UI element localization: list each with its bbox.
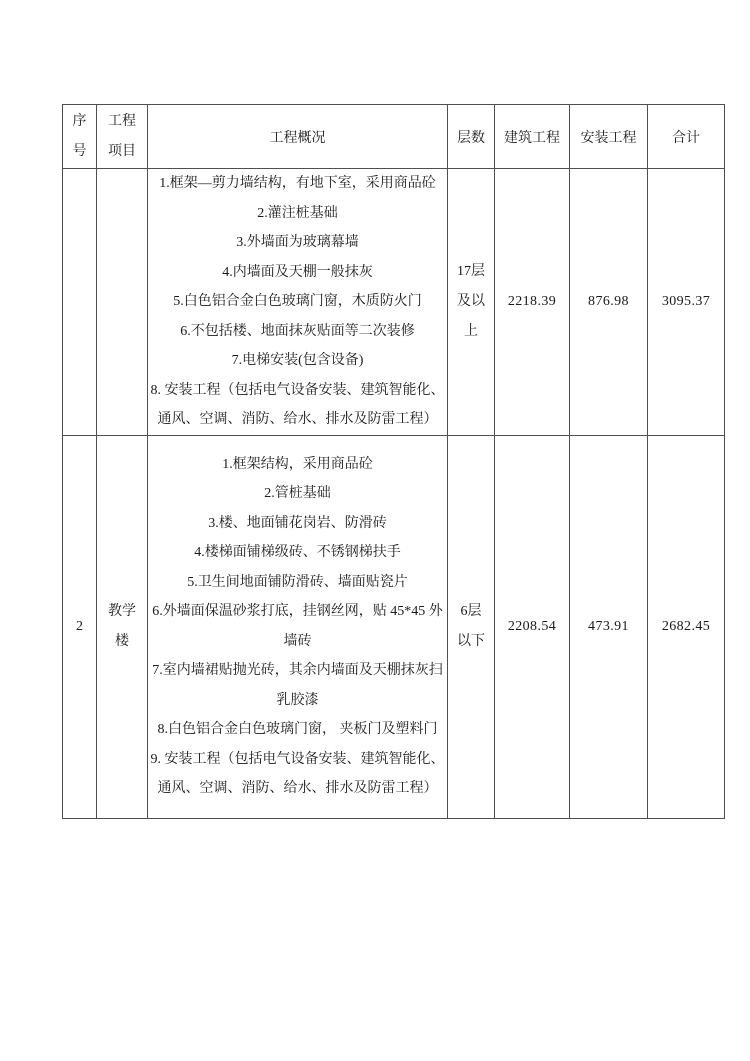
cell-project xyxy=(97,435,148,818)
cell-installation: 473.91 xyxy=(570,435,648,818)
cell-construction: 2208.54 xyxy=(495,435,570,818)
cell-total: 2682.45 xyxy=(648,435,725,818)
cell-total: 3095.37 xyxy=(648,169,725,436)
overview-item: 8.白色铝合金白色玻璃门窗， 夹板门及塑料门 xyxy=(157,722,438,737)
overview-item: 1.框架结构，采用商品砼 xyxy=(222,456,373,472)
overview-item: 5.白色铝合金白色玻璃门窗，木质防火门 xyxy=(173,294,422,309)
overview-item: 6.外墙面保温砂浆打底，挂钢丝网，贴 45*45 外墙砖 xyxy=(152,604,443,649)
overview-item: 7.电梯安装(包含设备) xyxy=(231,353,364,368)
overview-item: 7.室内墙裙贴抛光砖，其余内墙面及天棚抹灰扫乳胶漆 xyxy=(152,663,443,708)
cell-index xyxy=(63,169,97,436)
project-overview-table xyxy=(62,104,725,819)
overview-item: 2.灌注桩基础 xyxy=(257,205,338,221)
overview-item: 6.不包括楼、地面抹灰贴面等二次装修 xyxy=(180,323,415,339)
cell-construction: 2218.39 xyxy=(495,169,570,436)
cell-overview xyxy=(148,169,448,436)
header-overview xyxy=(148,105,448,169)
header-construction-label: 建筑工程 xyxy=(504,130,560,146)
overview-item: 4.内墙面及天棚一般抹灰 xyxy=(222,264,373,280)
floors-value: 6层以下 xyxy=(457,603,485,649)
overview-item: 5.卫生间地面铺防滑砖、墙面贴瓷片 xyxy=(187,574,408,590)
header-floors xyxy=(448,105,495,169)
header-floors-label: 层数 xyxy=(457,130,485,146)
floors-value: 17层及以上 xyxy=(457,263,485,339)
header-construction xyxy=(495,105,570,169)
overview-item: 9. 安装工程（包括电气设备安装、建筑智能化、通风、空调、消防、给水、排水及防雷工程） xyxy=(150,751,445,796)
header-installation xyxy=(570,105,648,169)
table-row-2 xyxy=(63,435,725,818)
header-total xyxy=(648,105,725,169)
overview-item: 3.楼、地面铺花岗岩、防滑砖 xyxy=(208,515,387,531)
overview-item: 1.框架—剪力墙结构，有地下室，采用商品砼 xyxy=(159,176,436,191)
header-project xyxy=(97,105,148,169)
cell-overview xyxy=(148,435,448,818)
header-index-label: 序号 xyxy=(72,113,87,159)
header-overview-label: 工程概况 xyxy=(269,130,326,146)
overview-item: 8. 安装工程（包括电气设备安装、建筑智能化、通风、空调、消防、给水、排水及防雷工程） xyxy=(150,382,445,427)
cell-floors xyxy=(448,435,495,818)
project-value: 教学楼 xyxy=(108,603,136,649)
overview-item: 3.外墙面为玻璃幕墙 xyxy=(236,235,359,250)
cell-floors xyxy=(448,169,495,436)
overview-item: 2.管桩基础 xyxy=(264,486,331,501)
header-total-label: 合计 xyxy=(672,130,700,146)
cell-installation: 876.98 xyxy=(570,169,648,436)
table-row-1 xyxy=(63,169,725,436)
header-installation-label: 安装工程 xyxy=(580,130,637,146)
header-project-label: 工程项目 xyxy=(108,113,136,159)
overview-item: 4.楼梯面铺梯级砖、不锈钢梯扶手 xyxy=(194,545,401,560)
header-row xyxy=(63,105,725,169)
header-index xyxy=(63,105,97,169)
cell-project xyxy=(97,169,148,436)
cell-index: 2 xyxy=(63,435,97,818)
